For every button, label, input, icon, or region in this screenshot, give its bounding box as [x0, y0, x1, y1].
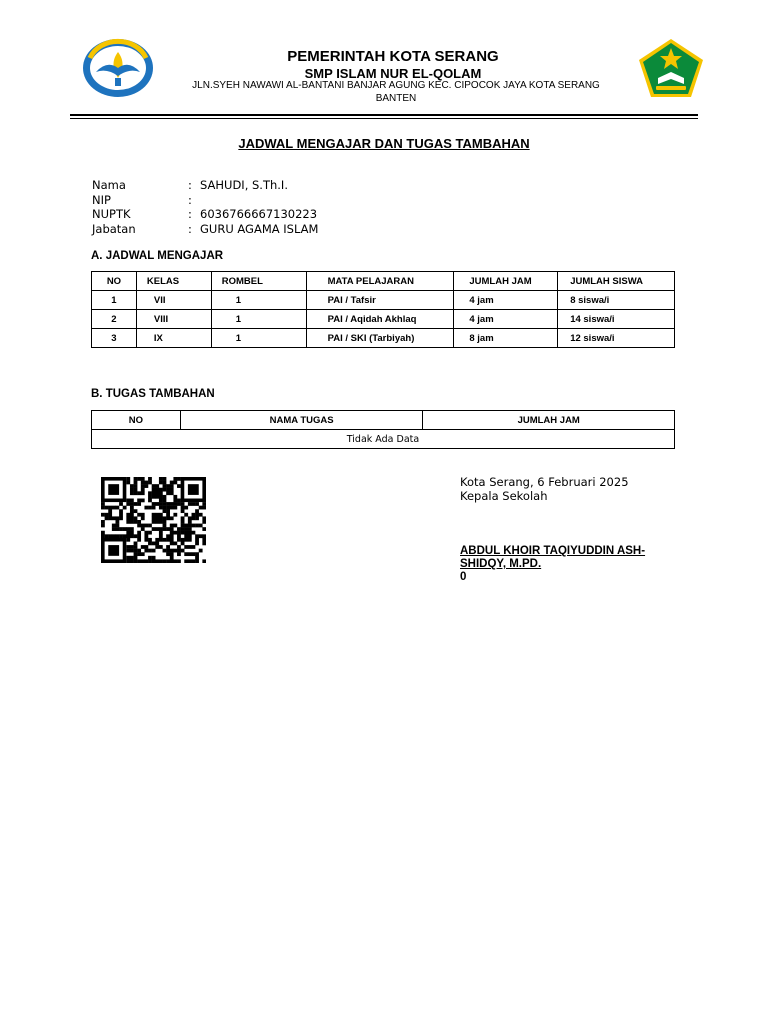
teaching-schedule-table — [91, 271, 675, 348]
info-separator: : — [188, 207, 192, 221]
table-cell: 12 siswa/i — [558, 329, 675, 348]
table-row — [92, 291, 675, 310]
info-label: NUPTK — [92, 207, 131, 221]
table-row — [92, 329, 675, 348]
info-row-jabatan — [92, 222, 318, 237]
column-header: JUMLAH SISWA — [558, 272, 675, 291]
column-header: JUMLAH JAM — [423, 411, 675, 430]
section-a-heading: A. JADWAL MENGAJAR — [91, 250, 224, 262]
info-separator: : — [188, 221, 192, 236]
table-header-row — [92, 411, 675, 430]
table-cell: PAI / Tafsir — [306, 291, 454, 310]
table-cell: 1 — [92, 291, 137, 310]
teacher-info — [92, 178, 318, 236]
info-value: 6036766667130223 — [200, 207, 318, 221]
table-header-row — [92, 272, 675, 291]
info-label: Nama — [92, 178, 126, 192]
signature-place — [460, 476, 629, 503]
table-cell: 3 — [92, 329, 137, 348]
info-row-nama — [92, 178, 318, 193]
empty-state-cell: Tidak Ada Data — [92, 430, 675, 449]
table-cell: VIII — [136, 310, 211, 329]
place-date: Kota Serang, 6 Februari 2025 — [460, 475, 629, 489]
signer-name: ABDUL KHOIR TAQIYUDDIN ASH-SHIDQY, M.PD. — [460, 545, 646, 570]
info-separator: : — [188, 192, 192, 207]
signer-role: Kepala Sekolah — [460, 488, 548, 503]
header-divider — [70, 114, 698, 116]
table-row — [92, 310, 675, 329]
table-cell: 14 siswa/i — [558, 310, 675, 329]
table-cell: VII — [136, 291, 211, 310]
tut-wuri-handayani-logo — [82, 38, 154, 98]
column-header: NO — [92, 411, 181, 430]
document-title: JADWAL MENGAJAR DAN TUGAS TAMBAHAN — [238, 136, 530, 151]
info-value: SAHUDI, S.Th.I. — [200, 178, 288, 192]
section-b-heading: B. TUGAS TAMBAHAN — [91, 388, 215, 400]
table-cell: IX — [136, 329, 211, 348]
column-header: KELAS — [136, 272, 211, 291]
signer-block — [460, 545, 690, 584]
school-name: SMP ISLAM NUR EL-QOLAM — [304, 66, 482, 81]
additional-tasks-table — [91, 410, 675, 449]
info-label: Jabatan — [92, 221, 136, 236]
info-separator: : — [188, 178, 192, 192]
table-cell: 2 — [92, 310, 137, 329]
kemenag-logo — [638, 38, 704, 98]
qr-code-icon — [101, 477, 206, 563]
info-value: GURU AGAMA ISLAM — [200, 221, 319, 236]
table-cell: 4 jam — [454, 310, 558, 329]
header-divider-thin — [70, 118, 698, 119]
column-header: NAMA TUGAS — [180, 411, 423, 430]
table-cell: 8 siswa/i — [558, 291, 675, 310]
table-cell: 8 jam — [454, 329, 558, 348]
signer-nip: 0 — [460, 571, 467, 583]
table-cell: 1 — [211, 291, 306, 310]
column-header: MATA PELAJARAN — [306, 272, 454, 291]
government-name: PEMERINTAH KOTA SERANG — [287, 48, 499, 65]
column-header: NO — [92, 272, 137, 291]
info-label: NIP — [92, 192, 111, 207]
info-row-nip — [92, 193, 318, 208]
school-address: JLN.SYEH NAWAWI AL-BANTANI BANJAR AGUNG KEC. CIPOCOK JAYA KOTA SERANG BANTEN — [192, 80, 600, 104]
table-cell: 1 — [211, 310, 306, 329]
column-header: JUMLAH JAM — [454, 272, 558, 291]
column-header: ROMBEL — [211, 272, 306, 291]
table-cell: PAI / SKI (Tarbiyah) — [306, 329, 454, 348]
table-cell: PAI / Aqidah Akhlaq — [306, 310, 454, 329]
table-cell: 4 jam — [454, 291, 558, 310]
table-cell: 1 — [211, 329, 306, 348]
info-row-nuptk — [92, 207, 318, 222]
table-row — [92, 430, 675, 449]
